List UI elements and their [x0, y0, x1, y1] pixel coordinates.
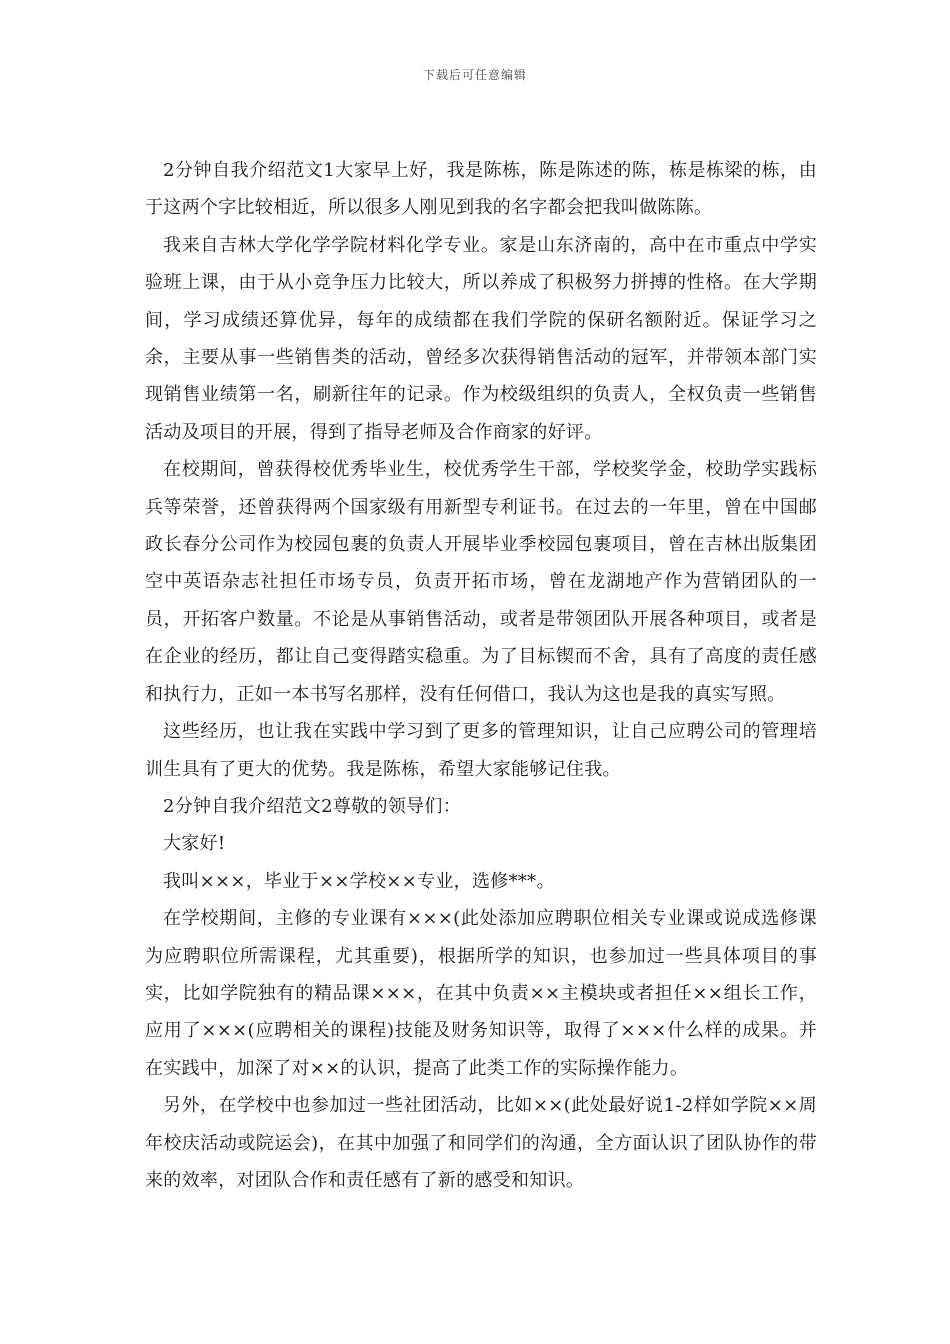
- paragraph: 大家好!: [163, 833, 226, 855]
- paragraph: 2分钟自我介绍范文2尊敬的领导们：: [163, 795, 462, 817]
- paragraph: 这些经历，也让我在实践中学习到了更多的管理知识，让自己应聘公司的管理培训生具有了更大的优势。我是陈栋，希望大家能够记住我。: [145, 721, 817, 780]
- paragraph: 我叫×××，毕业于××学校××专业，选修***。: [163, 870, 555, 892]
- document-body: [145, 152, 817, 1199]
- paragraph: 2分钟自我介绍范文1大家早上好，我是陈栋，陈是陈述的陈，栋是栋梁的栋，由于这两个字比较相近，所以很多人刚见到我的名字都会把我叫做陈陈。: [145, 160, 817, 219]
- page-header-watermark: 下载后可任意编辑: [422, 68, 527, 82]
- paragraph: 在学校期间，主修的专业课有×××(此处添加应聘职位相关专业课或说成选修课为应聘职位所需课程，尤其重要)，根据所学的知识，也参加过一些具体项目的事实，比如学院独有的精品课×××，在其中负责××主模块或者担任××组长工作，应用了×××(应聘相关的课程)技能及财务知识等，取得了×××什么样的成果。并在实践中，加深了对××的认识，提高了此类工作的实际操作能力。: [145, 908, 817, 1079]
- paragraph: 我来自吉林大学化学学院材料化学专业。家是山东济南的，高中在市重点中学实验班上课，由于从小竞争压力比较大，所以养成了积极努力拼搏的性格。在大学期间，学习成绩还算优异，每年的成绩都在我们学院的保研名额附近。保证学习之余，主要从事一些销售类的活动，曾经多次获得销售活动的冠军，并带领本部门实现销售业绩第一名，刷新往年的记录。作为校级组织的负责人，全权负责一些销售活动及项目的开展，得到了指导老师及合作商家的好评。: [145, 234, 817, 443]
- paragraph: 在校期间，曾获得校优秀毕业生，校优秀学生干部，学校奖学金，校助学实践标兵等荣誉，还曾获得两个国家级有用新型专利证书。在过去的一年里，曾在中国邮政长春分公司作为校园包裹的负责人开展毕业季校园包裹项目，曾在吉林出版集团空中英语杂志社担任市场专员，负责开拓市场，曾在龙湖地产作为营销团队的一员，开拓客户数量。不论是从事销售活动，或者是带领团队开展各种项目，或者是在企业的经历，都让自己变得踏实稳重。为了目标锲而不舍，具有了高度的责任感和执行力，正如一本书写名那样，没有任何借口，我认为这也是我的真实写照。: [145, 459, 817, 705]
- paragraph: 另外，在学校中也参加过一些社团活动，比如××(此处最好说1-2样如学院××周年校庆活动或院运会)，在其中加强了和同学们的沟通，全方面认识了团队协作的带来的效率，对团队合作和责任感有了新的感受和知识。: [145, 1095, 817, 1191]
